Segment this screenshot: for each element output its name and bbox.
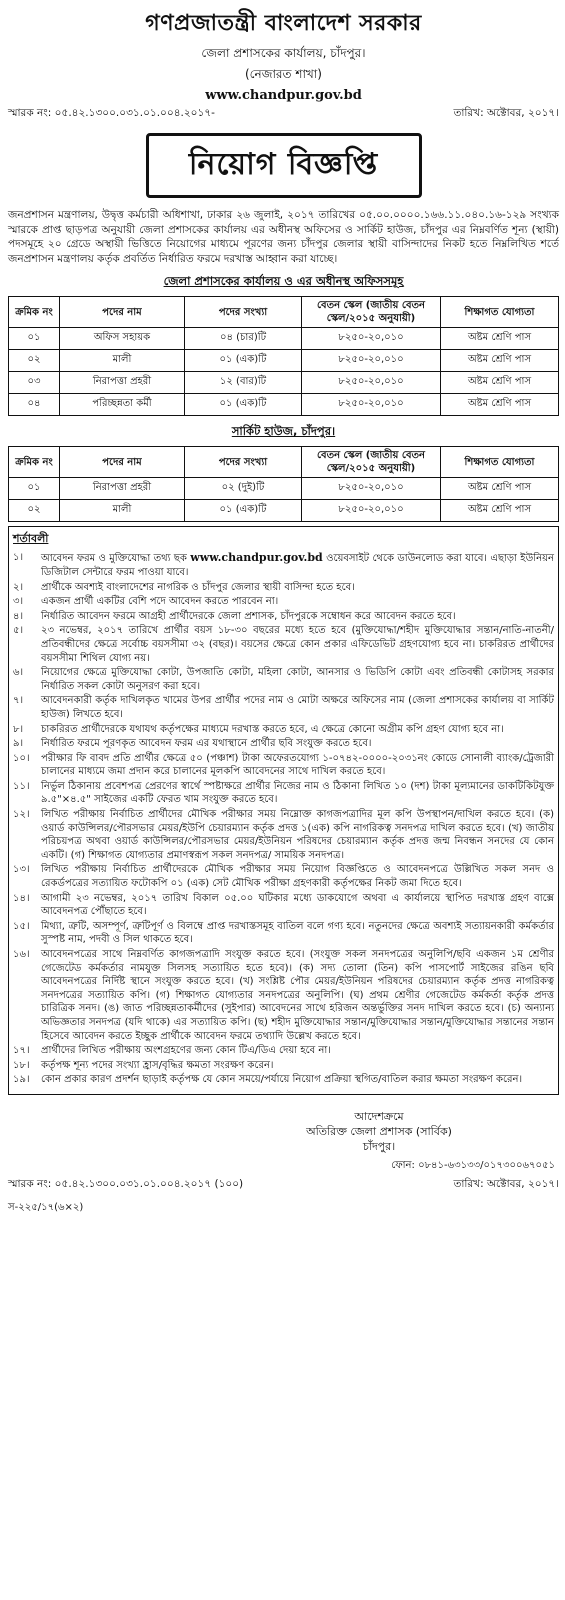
- condition-website-link[interactable]: www.chandpur.gov.bd: [190, 551, 323, 565]
- col-pay-scale: বেতন স্কেল (জাতীয় বেতন স্কেল/২০১৫ অনুযায়ী): [302, 297, 441, 328]
- cell: ০৩: [9, 372, 60, 394]
- branch-name: (নেজারত শাখা): [245, 67, 322, 81]
- condition-number: ৫।: [13, 625, 24, 637]
- cell: অষ্টম শ্রেণি পাস: [441, 500, 559, 522]
- condition-number: ১৬।: [13, 949, 30, 960]
- cell: ০২: [9, 500, 60, 522]
- memo-date: তারিখ: অক্টোবর, ২০১৭।: [453, 107, 559, 119]
- condition-item: [13, 610, 554, 624]
- phone-number: ফোন: ০৮৪১-৬৩১৩৩/০১৭৩০০৬৭০৫১: [391, 1159, 555, 1171]
- condition-text-part: মিথ্যা, ত্রুটি, অসম্পূর্ণ, ত্রুটিপূর্ণ ও বিলম্বে প্রাপ্ত দরখাস্তসমূহ বাতিল বলে গণ্য হবে। নতুনদের ক্ষেত্রে অবশ্যই সত্যায়নকারী কর্মকর্তার সুস্পষ্ট নাম, পদবী ও সিল থাকতে হবে।: [41, 920, 554, 946]
- condition-item: [13, 892, 554, 919]
- condition-item: [13, 666, 554, 693]
- table-row: [9, 372, 559, 394]
- cell: ৮২৫০-২০,০১০: [302, 500, 441, 522]
- condition-number: ৮।: [13, 723, 24, 735]
- posts-table-circuit-house: [8, 446, 559, 522]
- cell: পরিচ্ছন্নতা কর্মী: [60, 394, 185, 416]
- table-header-row: [9, 297, 559, 328]
- table-row: [9, 500, 559, 522]
- cell: নিরাপত্তা প্রহরী: [60, 478, 185, 500]
- condition-text: [41, 595, 554, 609]
- condition-item: [13, 752, 554, 779]
- condition-item: [13, 624, 554, 665]
- condition-item: [13, 948, 554, 1043]
- condition-number: ১৪।: [13, 892, 30, 904]
- footer-memo-date: তারিখ: অক্টোবর, ২০১৭।: [453, 1177, 559, 1190]
- table-row: [9, 478, 559, 500]
- condition-text-part: লিখিত পরীক্ষায় নির্বাচিত প্রার্থীদেরকে মৌখিক পরীক্ষার সময় নিয়োগ বিজ্ঞপ্তিতে ও আবেদনপত্রে উল্লিখিত সকল সনদ ও রেকর্ডপত্রের সত্যায়িত ফটোকপি ০১ (এক) সেট মৌখিক পরীক্ষা গ্রহণকারী কর্তৃপক্ষের নিকট জমা দিতে হবে।: [41, 864, 554, 890]
- cell: ০১ (এক)টি: [185, 394, 302, 416]
- cell: অষ্টম শ্রেণি পাস: [441, 394, 559, 416]
- cell: ০৪: [9, 394, 60, 416]
- condition-text-part: ওয়েবসাইট থেকে ডাউনলোড করা যাবে। এছাড়া ইউনিয়ন ডিজিটাল সেন্টারে ফরম পাওয়া যাবে।: [41, 553, 554, 578]
- col-post-count: পদের সংখ্যা: [185, 447, 302, 478]
- condition-text: [41, 666, 554, 693]
- signature-block: [259, 1109, 499, 1154]
- section2-rows: [9, 478, 559, 522]
- condition-item: [13, 1044, 554, 1058]
- cell: ১২ (বার)টি: [185, 372, 302, 394]
- notice-title: নিয়োগ বিজ্ঞপ্তি: [146, 133, 422, 198]
- col-serial: ক্রমিক নং: [9, 297, 60, 328]
- col-qualification: শিক্ষাগত যোগ্যতা: [441, 447, 559, 478]
- condition-number: ১২।: [13, 809, 30, 821]
- condition-item: [13, 808, 554, 862]
- cell: অষ্টম শ্রেণি পাস: [441, 328, 559, 350]
- cell: ৮২৫০-২০,০১০: [302, 394, 441, 416]
- cell: ০২ (দুই)টি: [185, 478, 302, 500]
- condition-text: [41, 694, 554, 721]
- cell: ৮২৫০-২০,০১০: [302, 478, 441, 500]
- cell: ০২: [9, 350, 60, 372]
- website-link[interactable]: www.chandpur.gov.bd: [205, 88, 362, 103]
- col-pay-scale: বেতন স্কেল (জাতীয় বেতন স্কেল/২০১৫ অনুযায়ী): [302, 447, 441, 478]
- condition-text: [41, 610, 554, 624]
- col-post-name: পদের নাম: [60, 447, 185, 478]
- footer-code: স-২২৫/১৭(৬×২): [8, 1201, 84, 1213]
- col-serial: ক্রমিক নং: [9, 447, 60, 478]
- condition-item: [13, 863, 554, 890]
- signature-place: চাঁদপুর।: [362, 1139, 396, 1153]
- signature-designation: অতিরিক্ত জেলা প্রশাসক (সার্বিক): [306, 1124, 452, 1138]
- condition-number: ১১।: [13, 780, 30, 792]
- condition-text-part: নির্ভুল ঠিকানায় প্রবেশপত্র প্রেরণের স্বার্থে স্পষ্টাক্ষরে প্রার্থীর নিজের নাম ও ঠিকানা লিখিত ১০ (দশ) টাকা মূল্যমানের ডাকটিকিটযুক্ত ৯.৫"×৪.৫" সাইজের একটি ফেরত খাম সংযুক্ত করতে হবে।: [41, 780, 554, 806]
- col-post-count: পদের সংখ্যা: [185, 297, 302, 328]
- cell: ৮২৫০-২০,০১০: [302, 328, 441, 350]
- col-qualification: শিক্ষাগত যোগ্যতা: [441, 297, 559, 328]
- condition-text: [41, 723, 554, 737]
- cell: ০১: [9, 328, 60, 350]
- condition-number: ৭।: [13, 695, 24, 707]
- condition-text: [41, 892, 554, 919]
- memo-line: [8, 106, 559, 123]
- footer-memo-number: স্মারক নং: ০৫.৪২.১৩০০.০৩১.০১.০০৪.২০১৭ (১০০): [8, 1177, 244, 1190]
- condition-text: [41, 808, 554, 862]
- condition-text-part: লিখিত পরীক্ষায় নির্বাচিত প্রার্থীদের মৌখিক পরীক্ষার সময় নিম্নোক্ত কাগজপত্রাদির মূল কপি উপস্থাপন/দাখিল করতে হবে। (ক) ওয়ার্ড কাউন্সিলর/পৌরসভার মেয়র/ইউপি চেয়ারম্যান কর্তৃক প্রদত্ত ১(এক) কপি নাগরিকত্ব সনদপত্র দাখিল করতে হবে। (খ) জাতীয় পরিচয়পত্র অথবা ওয়ার্ড কাউন্সিলর/পৌরসভার মেয়র/ইউনিয়ন পরিষদের চেয়ারম্যান কর্তৃক প্রদত্ত জন্ম নিবন্ধন সনদের যে কোন একটি। (গ) শিক্ষাগত যোগ্যতার প্রমাণস্বরূপ সকল সনদপত্র/ সাময়িক সনদপত্র।: [41, 809, 554, 861]
- condition-text: [41, 1073, 554, 1087]
- condition-text: [41, 780, 554, 807]
- cell: ০১: [9, 478, 60, 500]
- cell: ০৪ (চার)টি: [185, 328, 302, 350]
- cell: ০১ (এক)টি: [185, 500, 302, 522]
- cell: মালী: [60, 500, 185, 522]
- condition-text-part: নির্ধারিত ফরমে পূরণকৃত আবেদন ফরম এর যথাস্থানে প্রার্থীর ছবি সংযুক্ত করতে হবে।: [41, 738, 372, 750]
- condition-number: ৩।: [13, 596, 24, 608]
- condition-item: [13, 595, 554, 609]
- footer-memo-line: [8, 1177, 559, 1194]
- condition-text-part: আবেদনপত্রের সাথে নিম্নবর্ণিত কাগজপত্রাদি সংযুক্ত করতে হবে। (সংযুক্ত সকল সনদপত্রের অনুলিপি/ছবি একজন ১ম শ্রেণীর গেজেটেড কর্মকর্তার নামযুক্ত সিলসহ সত্যায়িত হতে হবে)। (ক) সদ্য তোলা (তিন) কপি পাসপোর্ট সাইজের রঙিন ছবি আবেদনপত্রের নির্দিষ্ট স্থানে সংযুক্ত করতে হবে। (খ) সংশ্লিষ্ট পৌর মেয়র/ইউনিয়ন পরিষদের চেয়ারম্যান কর্তৃক প্রদত্ত নাগরিকত্ব সনদপত্রের সত্যায়িত কপি। (গ) শিক্ষাগত যোগ্যতার সনদপত্রের অনুলিপি। (ঘ) প্রথম শ্রেণীর গেজেটেড কর্মকর্তা কর্তৃক প্রদত্ত চারিত্রিক সনদ। (ঙ) জাত পরিচ্ছন্নতাকর্মীদের (সুইপার) আবেদনের সাথে হরিজন অন্তর্ভুক্তির সনদ দাখিল করতে হবে। (চ) অন্যান্য অভিজ্ঞতার সনদপত্র (যদি থাকে) এর সত্যায়িত কপি। (ছ) শহীদ মুক্তিযোদ্ধার সন্তান/মুক্তিযোদ্ধার সন্তান/মুক্তিযোদ্ধার সন্তানের সন্তান হিসেবে আবেদন করতে ইচ্ছুক প্রার্থীকে আবেদন ফরমে তথ্যাদি উল্লেখ করতে হবে।: [41, 949, 554, 1042]
- condition-item: [13, 723, 554, 737]
- condition-text-part: একজন প্রার্থী একটির বেশি পদে আবেদন করতে পারবেন না।: [41, 596, 279, 608]
- condition-text: [41, 948, 554, 1043]
- memo-number: স্মারক নং: ০৫.৪২.১৩০০.০৩১.০১.০০৪.২০১৭-: [8, 107, 215, 119]
- condition-text: [41, 551, 554, 579]
- condition-number: ১৩।: [13, 864, 30, 876]
- intro-paragraph: জনপ্রশাসন মন্ত্রণালয়, উদ্বৃত্ত কর্মচারী অধিশাখা, ঢাকার ২৬ জুলাই, ২০১৭ তারিখের ০৫.০০.০০০০.১৬৬.১১.০৪০.১৬-১২৯ সংখ্যক স্মারকে প্রাপ্ত ছাড়পত্র অনুযায়ী জেলা প্রশাসকের কার্যালয় এর অধীনস্থ অফিসের ও সার্কিট হাউজ, চাঁদপুর এর নিম্নবর্ণিত শূন্য (স্থায়ী) পদসমূহে ২০ গ্রেডে অস্থায়ী ভিত্তিতে নিয়োগের মাধ্যমে পূরণের জন্য চাঁদপুর জেলার স্থায়ী বাসিন্দাদের নিকট হতে নিম্নলিখিত শর্তে জনপ্রশাসন মন্ত্রণালয় কর্তৃক প্রবর্তিত নির্ধারিত ফরমে দরখাস্ত আহ্বান করা যাচ্ছে।: [8, 209, 559, 265]
- condition-text-part: প্রার্থীকে অবশ্যই বাংলাদেশের নাগরিক ও চাঁদপুর জেলার স্থায়ী বাসিন্দা হতে হবে।: [41, 581, 355, 593]
- condition-number: ৯।: [13, 738, 24, 750]
- office-name: জেলা প্রশাসকের কার্যালয়, চাঁদপুর।: [201, 46, 366, 60]
- condition-number: ১৮।: [13, 1059, 30, 1071]
- condition-number: ১৭।: [13, 1045, 30, 1057]
- condition-number: ১৯।: [13, 1074, 30, 1086]
- condition-text-part: আবেদনকারী কর্তৃক দাখিলকৃত খামের উপর প্রার্থীর পদের নাম ও মোটা অক্ষরে অফিসের নাম (জেলা প্রশাসকের কার্যালয় বা সার্কিট হাউজ) লিখতে হবে।: [41, 695, 554, 720]
- condition-item: [13, 694, 554, 721]
- section1-rows: [9, 328, 559, 416]
- condition-item: [13, 581, 554, 595]
- condition-text: [41, 1059, 554, 1073]
- condition-text-part: আগামী ২৩ নভেম্বর, ২০১৭ তারিখ বিকাল ০৫.০০ ঘটিকার মধ্যে ডাকযোগে অথবা এ কার্যালয়ে স্থাপিত দরখাস্ত গ্রহণ বাক্সে আবেদনপত্র পৌঁছাতে হবে।: [41, 892, 554, 918]
- cell: অষ্টম শ্রেণি পাস: [441, 372, 559, 394]
- cell: অফিস সহায়ক: [60, 328, 185, 350]
- cell: ৮২৫০-২০,০১০: [302, 372, 441, 394]
- condition-text: [41, 1044, 554, 1058]
- condition-text-part: কোন প্রকার কারণ প্রদর্শন ছাড়াই কর্তৃপক্ষ যে কোন সময়ে/পর্যায়ে নিয়োগ প্রক্রিয়া স্থগিত/বাতিল করার ক্ষমতা সংরক্ষণ করেন।: [41, 1074, 523, 1086]
- condition-number: ১।: [13, 552, 24, 564]
- cell: ০১ (এক)টি: [185, 350, 302, 372]
- signature-order: আদেশক্রমে: [354, 1109, 404, 1123]
- condition-number: ৬।: [13, 667, 24, 679]
- cell: ৮২৫০-২০,০১০: [302, 350, 441, 372]
- condition-item: [13, 780, 554, 807]
- condition-item: [13, 920, 554, 947]
- table-header-row: [9, 447, 559, 478]
- condition-text-part: চাকরিরত প্রার্থীদেরকে যথাযথ কর্তৃপক্ষের মাধ্যমে দরখাস্ত করতে হবে, এ ক্ষেত্রে কোনো অগ্রীম কপি গ্রহণ যোগ্য হবে না।: [41, 723, 504, 735]
- condition-text-part: আবেদন ফরম ও মুক্তিযোদ্ধা তথ্য ছক: [41, 553, 191, 565]
- condition-text-part: কর্তৃপক্ষ শূন্য পদের সংখ্যা হ্রাস/বৃদ্ধির ক্ষমতা সংরক্ষণ করেন।: [41, 1059, 274, 1071]
- condition-text: [41, 752, 554, 779]
- condition-item: [13, 737, 554, 751]
- cell: অষ্টম শ্রেণি পাস: [441, 350, 559, 372]
- table-row: [9, 394, 559, 416]
- condition-text: [41, 581, 554, 595]
- cell: নিরাপত্তা প্রহরী: [60, 372, 185, 394]
- conditions-box: [8, 526, 559, 1095]
- condition-text-part: ২৩ নভেম্বর, ২০১৭ তারিখে প্রার্থীর বয়স ১৮-৩০ বছরের মধ্যে হতে হবে (মুক্তিযোদ্ধা/শহীদ মুক্তিযোদ্ধার সন্তান/নাতি-নাতনী/প্রতিবন্ধীদের ক্ষেত্রে সর্বোচ্চ বয়সসীমা ৩২ (বছর)। বয়সের ক্ষেত্রে কোন প্রকার এফিডেভিট গ্রহণযোগ্য হবে না। চাকরিরত প্রার্থীদের বয়সসীমা শিথিল যোগ্য নয়।: [41, 625, 554, 664]
- col-post-name: পদের নাম: [60, 297, 185, 328]
- condition-text: [41, 863, 554, 890]
- condition-text-part: নির্ধারিত আবেদন ফরমে আগ্রহী প্রার্থীদেরকে জেলা প্রশাসক, চাঁদপুরকে সম্বোধন করে আবেদন করতে হবে।: [41, 610, 456, 622]
- conditions-title: শর্তাবলী: [13, 532, 49, 546]
- posts-table-office: [8, 296, 559, 416]
- cell: মালী: [60, 350, 185, 372]
- condition-number: ৪।: [13, 610, 24, 622]
- section1-title: জেলা প্রশাসকের কার্যালয় ও এর অধীনস্থ অফিসসমূহ: [163, 274, 404, 289]
- condition-number: ১০।: [13, 752, 30, 764]
- condition-text-part: নিয়োগের ক্ষেত্রে মুক্তিযোদ্ধা কোটা, উপজাতি কোটা, মহিলা কোটা, আনসার ও ভিডিপি কোটা এবং প্রতিবন্ধী কোটাসহ সরকার নির্ধারিত সকল কোটা অনুসরণ করা হবে।: [41, 667, 554, 692]
- condition-item: [13, 551, 554, 579]
- government-title: গণপ্রজাতন্ত্রী বাংলাদেশ সরকার: [145, 11, 422, 36]
- condition-text: [41, 920, 554, 947]
- condition-text: [41, 624, 554, 665]
- condition-text: [41, 737, 554, 751]
- condition-text-part: প্রার্থীদের লিখিত পরীক্ষায় অংশগ্রহণের জন্য কোন টিএ/ডিএ দেয়া হবে না।: [41, 1045, 331, 1057]
- table-row: [9, 350, 559, 372]
- cell: অষ্টম শ্রেণি পাস: [441, 478, 559, 500]
- conditions-list: [13, 551, 554, 1087]
- condition-item: [13, 1073, 554, 1087]
- condition-text-part: পরীক্ষার ফি বাবদ প্রতি প্রার্থীর ক্ষেত্রে ৫০ (পঞ্চাশ) টাকা অফেরতযোগ্য ১-০৭৪২-০০০০-২০৩১নং কোডে সোনালী ব্যাংক/ট্রেজারী চালানের মাধ্যমে জমা প্রদান করে চালানের মূলকপি আবেদনের সাথে দাখিল করতে হবে।: [41, 752, 554, 778]
- condition-number: ২।: [13, 581, 24, 593]
- section2-title: সার্কিট হাউজ, চাঁদপুর।: [231, 424, 336, 439]
- condition-item: [13, 1059, 554, 1073]
- condition-number: ১৫।: [13, 920, 30, 932]
- table-row: [9, 328, 559, 350]
